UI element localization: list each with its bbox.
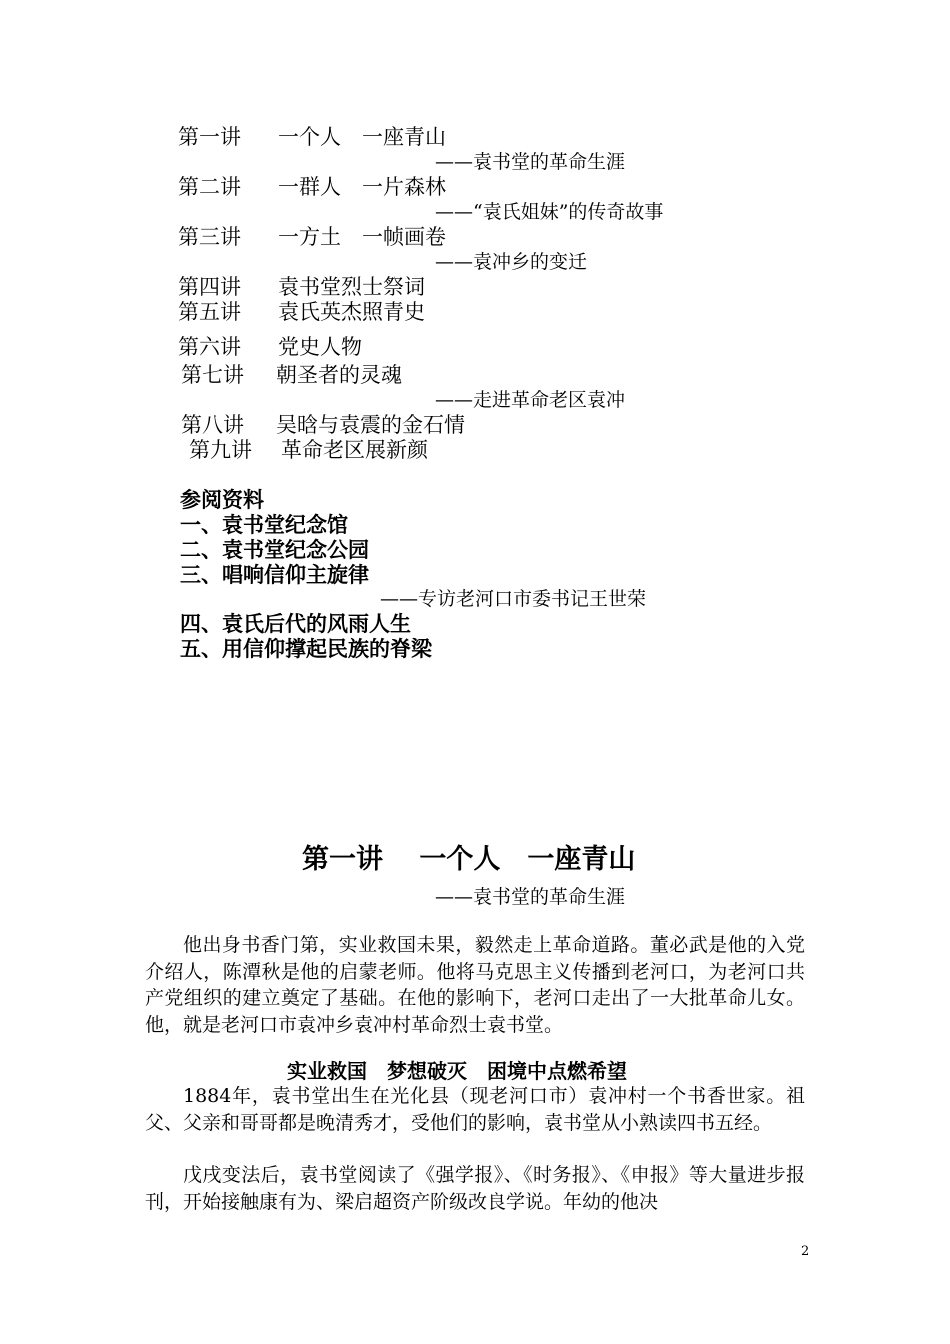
toc-entry-3-subtitle: ——袁冲乡的变迁 [435,251,588,273]
toc-entry-1-subtitle: ——袁书堂的革命生涯 [435,151,626,173]
chapter-title: 第一讲 一个人 一座青山 [302,844,636,875]
section-heading: 实业救国 梦想破灭 困境中点燃希望 [287,1059,627,1083]
toc-entry-3-num: 第三讲 [178,225,241,249]
toc-entry-1-title: 一个人 一座青山 [278,125,446,149]
body-paragraph-2: 戊戌变法后，袁书堂阅读了《强学报》、《时务报》、《申报》等大量进步报刊，开始接触康有为、梁启超资产阶级改良学说。年幼的他决 [145,1164,805,1213]
reference-item-1: 一、袁书堂纪念馆 [180,513,348,537]
reference-item-5: 五、用信仰撑起民族的脊梁 [180,637,432,661]
toc-entry-2-title: 一群人 一片森林 [278,175,446,199]
toc-entry-5-title: 袁氏英杰照青史 [278,300,425,324]
chapter-intro-paragraph: 他出身书香门第，实业救国未果，毅然走上革命道路。董必武是他的入党介绍人，陈潭秋是他的启蒙老师。他将马克思主义传播到老河口，为老河口共产党组织的建立奠定了基础。在他的影响下，老河口走出了一大批革命儿女。他，就是老河口市袁冲乡袁冲村革命烈士袁书堂。 [145,934,805,1036]
toc-entry-6-title: 党史人物 [278,335,362,359]
toc-entry-3-title: 一方土 一帧画卷 [278,225,446,249]
reference-item-3: 三、唱响信仰主旋律 [180,563,369,587]
toc-entry-9-num: 第九讲 [189,438,252,462]
body-paragraph-1: 1884年，袁书堂出生在光化县（现老河口市）袁冲村一个书香世家。祖父、父亲和哥哥都是晚清秀才，受他们的影响，袁书堂从小熟读四书五经。 [145,1085,805,1134]
toc-entry-7-title: 朝圣者的灵魂 [276,363,402,387]
toc-entry-6-num: 第六讲 [178,335,241,359]
reference-item-3-subtitle: ——专访老河口市委书记王世荣 [380,588,647,610]
chapter-subtitle: ——袁书堂的革命生涯 [435,886,626,908]
toc-entry-7-num: 第七讲 [181,363,244,387]
toc-entry-8-title: 吴晗与袁震的金石情 [276,413,465,437]
toc-entry-7-subtitle: ——走进革命老区袁冲 [435,389,626,411]
toc-entry-1-num: 第一讲 [178,125,241,149]
reference-item-2: 二、袁书堂纪念公园 [180,538,369,562]
toc-entry-2-subtitle: ——“袁氏姐妹”的传奇故事 [435,201,664,223]
toc-entry-4-num: 第四讲 [178,275,241,299]
toc-entry-8-num: 第八讲 [181,413,244,437]
toc-entry-4-title: 袁书堂烈士祭词 [278,275,425,299]
references-heading: 参阅资料 [180,488,264,512]
reference-item-4: 四、袁氏后代的风雨人生 [180,612,411,636]
toc-entry-2-num: 第二讲 [178,175,241,199]
page-number: 2 [801,1244,810,1259]
toc-entry-9-title: 革命老区展新颜 [281,438,428,462]
toc-entry-5-num: 第五讲 [178,300,241,324]
